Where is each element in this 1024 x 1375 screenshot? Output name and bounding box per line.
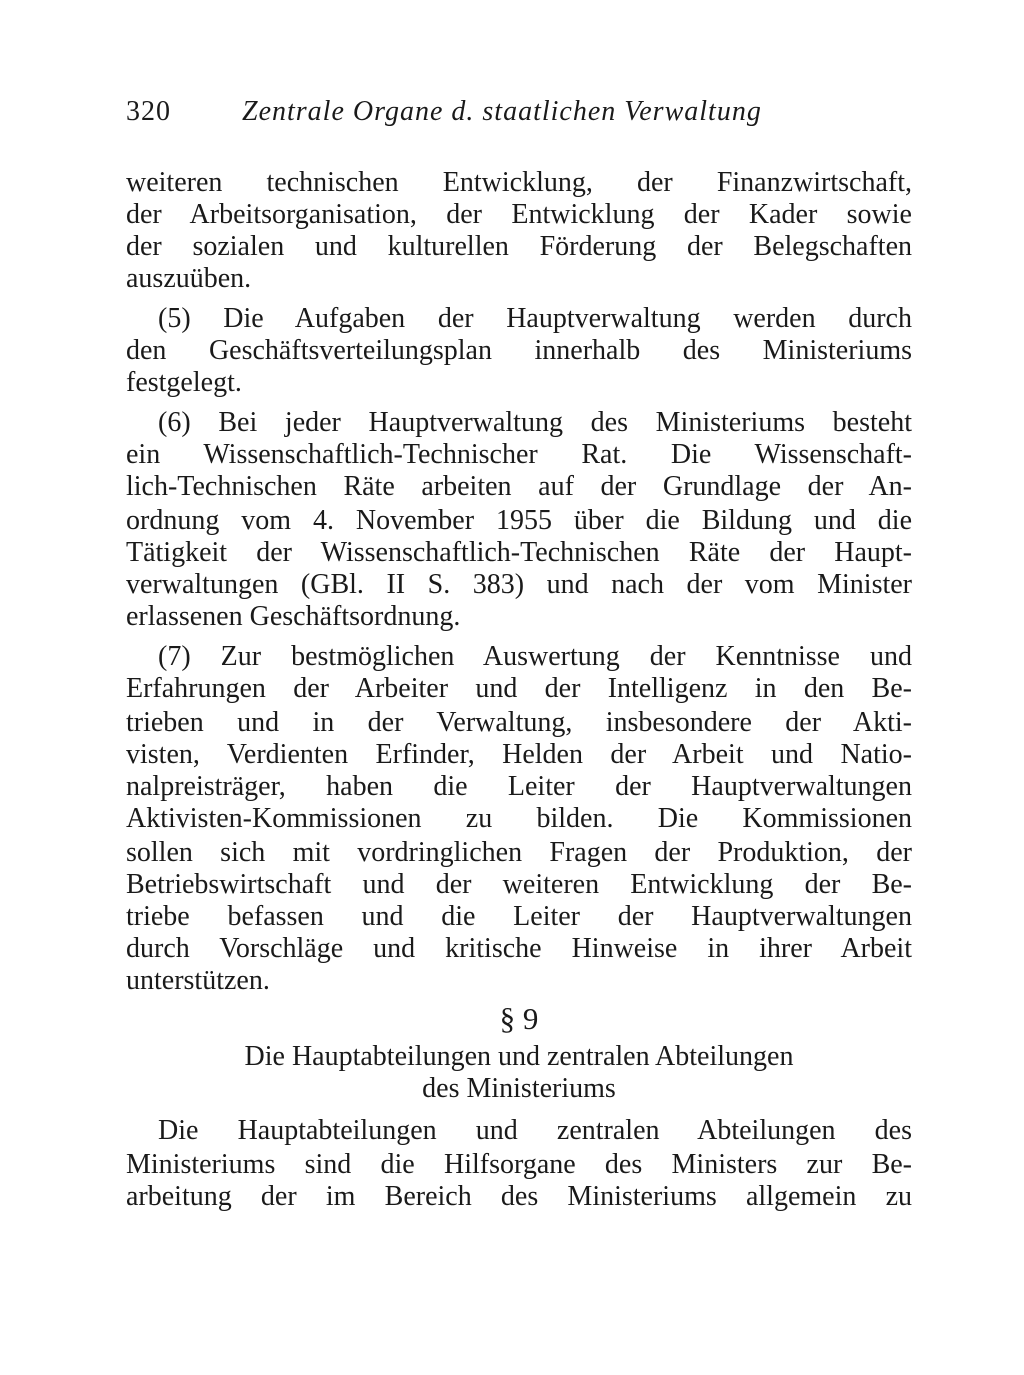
text-line: den Geschäftsverteilungsplan innerhalb des Ministeriums [126,335,912,366]
text-line: visten, Verdienten Erfinder, Helden der Arbeit und Natio- [126,739,912,770]
running-title: Zentrale Organe d. staatlichen Verwaltung [242,96,762,127]
page-header [126,96,826,136]
text-line: (7) Zur bestmöglichen Auswertung der Kenntnisse und [158,641,912,672]
text-line: arbeitung der im Bereich des Ministeriums allgemein zu [126,1181,912,1212]
text-line: (5) Die Aufgaben der Hauptverwaltung werden durch [158,303,912,334]
text-line: (6) Bei jeder Hauptverwaltung des Ministeriums besteht [158,407,912,438]
text-line: der sozialen und kulturellen Förderung der Belegschaften [126,231,912,262]
section-number: § 9 [499,1001,539,1036]
text-line: festgelegt. [126,367,242,398]
text-line: sollen sich mit vordringlichen Fragen der Produktion, der [126,837,912,868]
text-line: Aktivisten-Kommissionen zu bilden. Die Kommissionen [126,803,912,834]
text-line: unterstützen. [126,965,270,996]
text-line: Betriebswirtschaft und der weiteren Entwicklung der Be- [126,869,912,900]
text-line: durch Vorschläge und kritische Hinweise in ihrer Arbeit [126,933,912,964]
section-heading: Die Hauptabteilungen und zentralen Abteilungen [244,1041,794,1072]
text-line: nalpreisträger, haben die Leiter der Hauptverwaltungen [126,771,912,802]
text-line: trieben und in der Verwaltung, insbesondere der Akti- [126,707,912,738]
text-line: der Arbeitsorganisation, der Entwicklung der Kader sowie [126,199,912,230]
text-line: ordnung vom 4. November 1955 über die Bildung und die [126,505,912,536]
section-heading: des Ministeriums [422,1073,616,1104]
text-line: auszuüben. [126,263,252,294]
text-line: lich-Technischen Räte arbeiten auf der Grundlage der An- [126,471,912,502]
text-line: ein Wissenschaftlich-Technischer Rat. Die Wissenschaft- [126,439,912,470]
text-line: Ministeriums sind die Hilfsorgane des Ministers zur Be- [126,1149,912,1180]
page-number: 320 [126,96,171,127]
text-line: triebe befassen und die Leiter der Hauptverwaltungen [126,901,912,932]
text-line: erlassenen Geschäftsordnung. [126,601,461,632]
text-line: Die Hauptabteilungen und zentralen Abteilungen des [158,1115,912,1146]
text-line: verwaltungen (GBl. II S. 383) und nach der vom Minister [126,569,912,600]
text-line: weiteren technischen Entwicklung, der Finanzwirtschaft, [126,167,912,198]
text-line: Tätigkeit der Wissenschaftlich-Technischen Räte der Haupt- [126,537,912,568]
text-line: Erfahrungen der Arbeiter und der Intelligenz in den Be- [126,673,912,704]
